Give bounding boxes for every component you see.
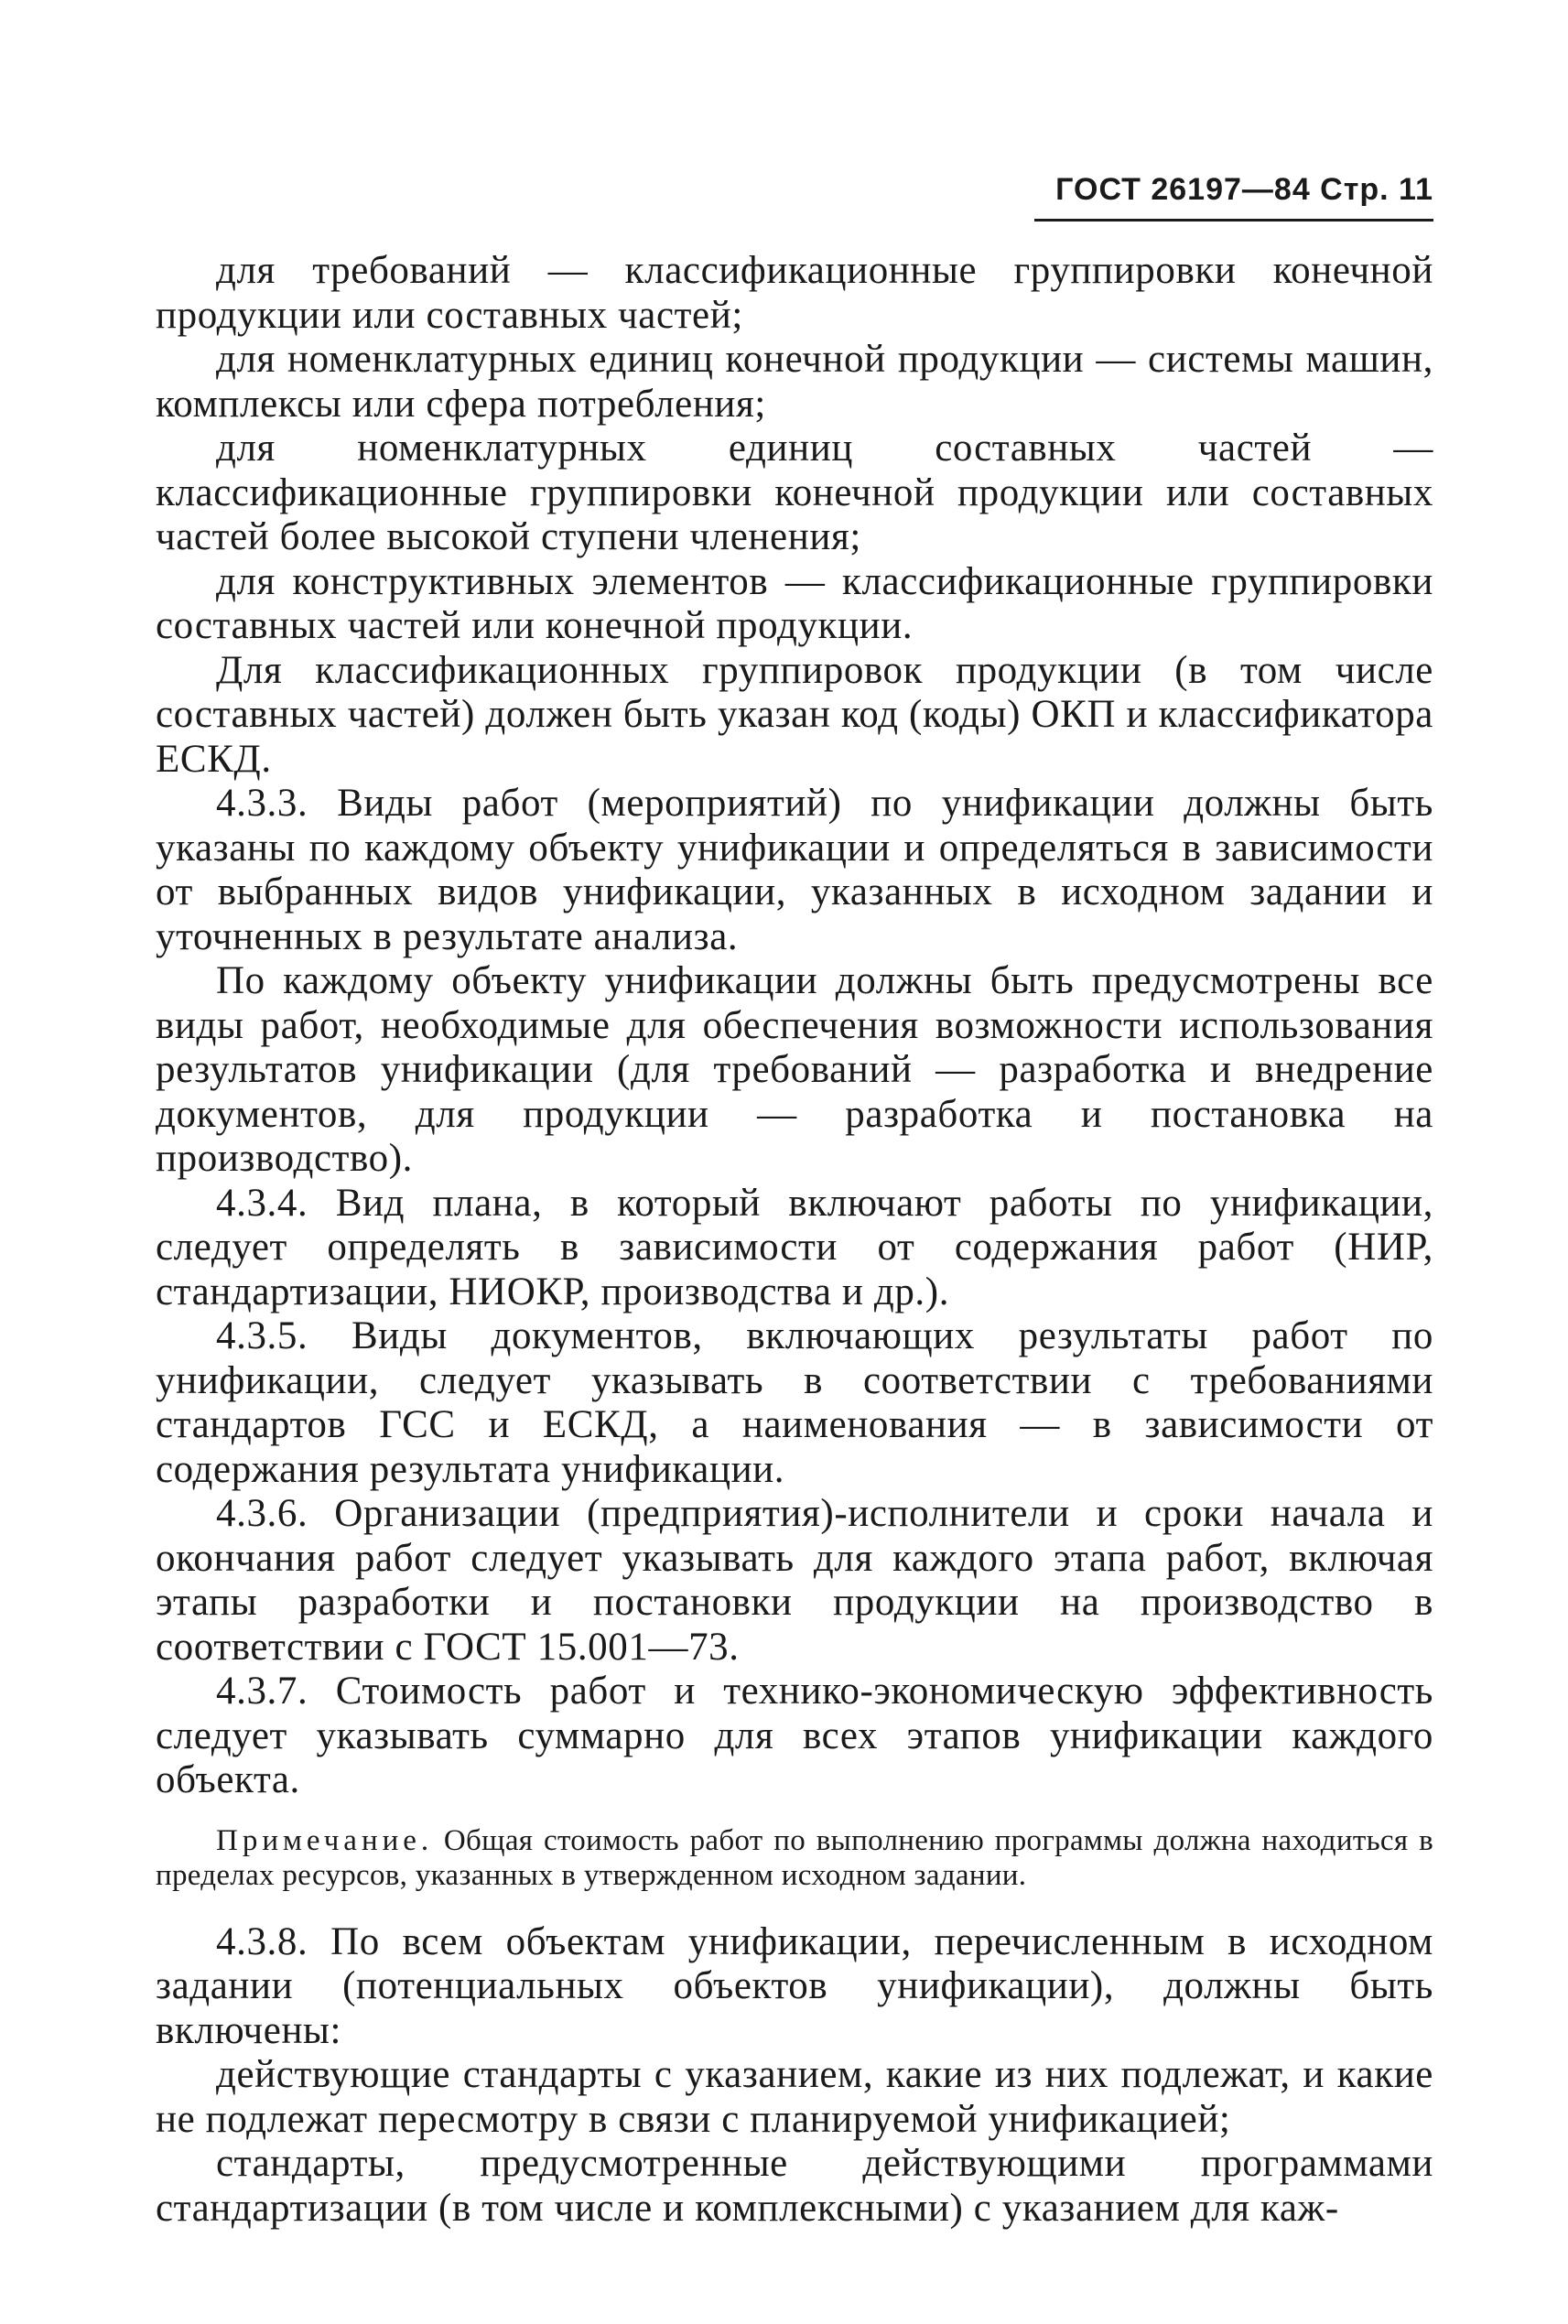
- note-text: Общая стоимость работ по выполнению программы должна находиться в пределах ресурсов, указанных в утвержденном исходном задании.: [156, 1823, 1433, 1892]
- clause-4-3-6: 4.3.6. Организации (предприятия)-исполнители и сроки начала и окончания работ следует указывать для каждого этапа работ, включая этапы разработки и постановки продукции на производство в соответствии с ГОСТ 15.001—73.: [156, 1492, 1433, 1669]
- paragraph-planned-standards: стандарты, предусмотренные действующими программами стандартизации (в том числе и комплексными) с указанием для каж-: [156, 2142, 1433, 2230]
- paragraph-current-standards: действующие стандарты с указанием, какие из них подлежат, и какие не подлежат пересмотру в связи с планируемой унификацией;: [156, 2053, 1433, 2141]
- paragraph-structural-elements: для конструктивных элементов — классификационные группировки составных частей или конечной продукции.: [156, 559, 1433, 647]
- paragraph-work-types: По каждому объекту унификации должны быть предусмотрены все виды работ, необходимые для обеспечения возможности использования результатов унификации (для требований — разработка и внедрение документов, для продукции — разработка и постановка на производство).: [156, 959, 1433, 1180]
- clause-4-3-8: 4.3.8. По всем объектам унификации, перечисленным в исходном задании (потенциальных объектов унификации), должны быть включены:: [156, 1919, 1433, 2052]
- note: [156, 1823, 1433, 1893]
- document-body: [156, 249, 1433, 2231]
- paragraph-nomenclature-parts: для номенклатурных единиц составных частей — классификационные группировки конечной продукции или составных частей более высокой ступени членения;: [156, 427, 1433, 558]
- paragraph-requirements: для требований — классификационные группировки конечной продукции или составных частей;: [156, 249, 1433, 337]
- clause-4-3-7: 4.3.7. Стоимость работ и технико-экономическую эффективность следует указывать суммарно для всех этапов унификации каждого объекта.: [156, 1670, 1433, 1801]
- page-header: ГОСТ 26197—84 Стр. 11: [1034, 172, 1433, 222]
- clause-4-3-3: 4.3.3. Виды работ (мероприятий) по унификации должны быть указаны по каждому объекту унификации и определяться в зависимости от выбранных видов унификации, указанных в исходном задании и уточненных в результате анализа.: [156, 782, 1433, 958]
- clause-4-3-4: 4.3.4. Вид плана, в который включают работы по унификации, следует определять в зависимости от содержания работ (НИР, стандартизации, НИОКР, производства и др.).: [156, 1181, 1433, 1313]
- note-label: Примечание.: [216, 1823, 434, 1857]
- clause-4-3-5: 4.3.5. Виды документов, включающих результаты работ по унификации, следует указывать в соответствии с требованиями стандартов ГСС и ЕСКД, а наименования — в зависимости от содержания результата унификации.: [156, 1314, 1433, 1491]
- paragraph-classification-codes: Для классификационных группировок продукции (в том числе составных частей) должен быть указан код (коды) ОКП и классификатора ЕСКД.: [156, 648, 1433, 781]
- paragraph-nomenclature-final: для номенклатурных единиц конечной продукции — системы машин, комплексы или сфера потребления;: [156, 338, 1433, 426]
